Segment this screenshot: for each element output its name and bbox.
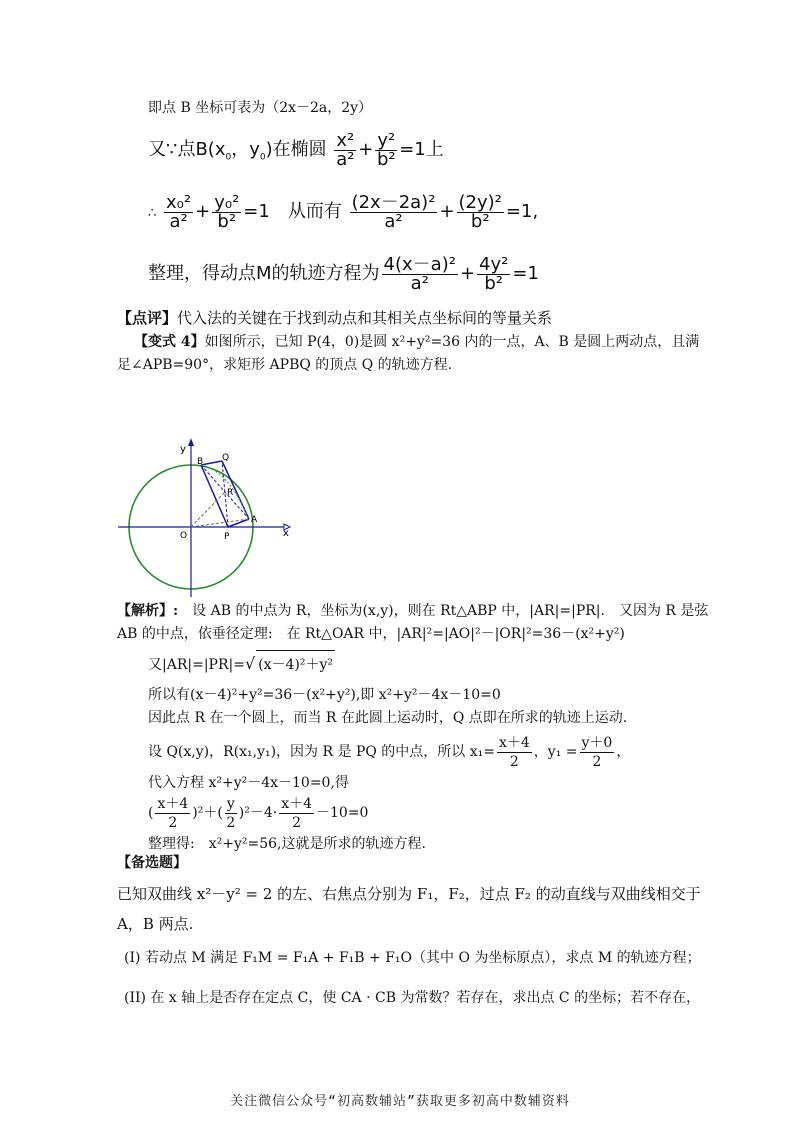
variant-heading: 【变式 4】 <box>134 334 205 350</box>
analysis-line-2: AB 的中点，依垂径定理: 在 Rt△OAR 中，|AR|²=|AO|²－|OR|²=36－(x²+y²) <box>117 626 625 642</box>
subscript: 0 <box>259 152 266 163</box>
label-x: x <box>283 528 289 539</box>
analysis-line-4: 所以有(x－4)²+y²=36－(x²+y²),即 x²+y²－4x－10=0 <box>148 687 501 703</box>
text-segment: =1 从而有 <box>243 201 342 222</box>
analysis-line-8: ( $\frac{x+4}{2}$ )²＋( $\frac{y}{2}$ )²－4· $\frac{x+4}{2}$ －10=0 <box>148 795 369 831</box>
sqrt-content: (x－4)²＋y² <box>256 650 335 679</box>
text-segment: 又∵点B(x <box>148 139 226 160</box>
analysis-line-6 <box>148 732 630 772</box>
label-a: A <box>251 515 258 525</box>
therefore-symbol: ∴ <box>148 206 157 221</box>
fraction: $\frac{\text{(2x－2a)²}}{\text{a²}}$ <box>351 191 436 232</box>
text-segment: 整理，得动点M的轨迹方程为 <box>148 263 380 284</box>
analysis-heading: 【解析】: <box>117 603 179 619</box>
label-q: Q <box>222 453 230 463</box>
text-segment: ，y <box>231 139 260 160</box>
backup-line-1: 已知双曲线 x²－y² = 2 的左、右焦点分别为 F₁，F₂，过点 F₂ 的动直线与双曲线相交于 <box>117 885 701 903</box>
text-segment: =1, <box>505 201 539 222</box>
variant-body: 如图所示，已知 P(4，0)是圆 x²+y²=36 内的一点，A、B 是圆上两动点，且满 <box>204 334 700 350</box>
subscript: 0 <box>225 152 232 163</box>
fraction: $\frac{\text{y²}}{\text{b²}}$ <box>376 129 396 170</box>
text-line-1: 即点 B 坐标可表为（2x－2a，2y） <box>148 100 373 116</box>
text-segment: 设 Q(x,y)，R(x₁,y₁)，因为 R 是 PQ 的中点，所以 x₁= <box>148 744 495 760</box>
fraction: $\frac{x+4}{2}$ <box>498 734 530 770</box>
text-segment: －10=0 <box>316 805 369 821</box>
backup-heading: 【备选题】 <box>117 855 187 871</box>
text-segment: ， <box>616 744 631 760</box>
trajectory-result-line: 整理，得动点M的轨迹方程为 $\frac{\text{4(x－a)²}}{\text{a²}}$ + $\frac{\text{4y²}}{\text{b²}}$ =1 <box>148 253 539 294</box>
label-o: O <box>180 531 188 541</box>
analysis-body: 设 AB 的中点为 R，坐标为(x,y)，则在 Rt△ABP 中，|AR|=|PR|. 又因为 R 是弦 <box>178 603 709 619</box>
fraction: $\frac{x+4}{2}$ <box>157 795 189 831</box>
comment-line <box>117 308 552 328</box>
ellipse-condition-line: 又∵点$B(x_0$，$y_0$)在椭圆 $\frac{\text{x²}}{\text{a²}}$ + $\frac{\text{y²}}{\text{b²}}$ =1上 <box>148 129 444 170</box>
circle-figure <box>118 432 298 602</box>
text-segment: )在椭圆 <box>265 139 327 160</box>
backup-question-1: (I) 若动点 M 满足 F₁M = F₁A + F₁B + F₁O（其中 O 为坐标原点），求点 M 的轨迹方程； <box>124 950 701 966</box>
backup-line-2: A，B 两点. <box>117 915 194 933</box>
analysis-line-3 <box>148 650 335 679</box>
comment-heading: 【点评】 <box>117 309 178 327</box>
label-r: R <box>227 488 234 498</box>
fraction: $\frac{\text{x²}}{\text{a²}}$ <box>336 129 355 170</box>
fraction: $\frac{\text{(2y)²}}{\text{b²}}$ <box>458 191 502 232</box>
footer-note: 关注微信公众号“初高数辅站”获取更多初高中数辅资料 <box>230 1094 570 1109</box>
text-segment: 又|AR|=|PR|= <box>148 657 245 673</box>
comment-body: 代入法的关键在于找到动点和其相关点坐标间的等量关系 <box>177 309 553 327</box>
fraction: $\frac{\text{4y²}}{\text{b²}}$ <box>479 253 509 294</box>
fraction: $\frac{y}{2}$ <box>226 795 236 831</box>
analysis-line-1 <box>117 601 708 621</box>
label-y: y <box>180 444 186 455</box>
text-segment: =1上 <box>399 139 444 160</box>
analysis-line-7: 代入方程 x²+y²－4x－10=0,得 <box>148 775 349 791</box>
analysis-line-9: 整理得: x²+y²=56,这就是所求的轨迹方程. <box>148 836 426 852</box>
segment-bq <box>201 461 222 465</box>
fraction: $\frac{x+4}{2}$ <box>281 795 312 831</box>
sqrt-symbol: √ <box>244 654 256 673</box>
backup-question-2: (II) 在 x 轴上是否存在定点 C，使 CA · CB 为常数？若存在，求出点 C 的坐标；若不存在， <box>124 990 701 1006</box>
analysis-line-5: 因此点 R 在一个圆上，而当 R 在此圆上运动时，Q 点即在所求的轨迹上运动. <box>148 710 628 726</box>
variant-line-1 <box>134 332 699 352</box>
label-p: P <box>224 532 230 542</box>
label-b: B <box>197 457 204 467</box>
substitution-line: ∴ $\frac{\text{x₀²}}{\text{a²}}$ + $\frac{\text{y₀²}}{\text{b²}}$ =1 从而有 $\frac{\text{(2x－2a)²}}{\text{a²}}$ + $\frac{\text{(2y)²}}{\text{b²}}$ =1, <box>148 191 539 232</box>
text-segment: ，y₁ = <box>533 744 578 760</box>
fraction: $\frac{\text{y₀²}}{\text{b²}}$ <box>214 191 240 232</box>
fraction: $\frac{y+0}{2}$ <box>581 734 613 770</box>
y-axis-arrow-icon <box>188 438 194 446</box>
text-segment: =1 <box>512 263 539 284</box>
fraction: $\frac{\text{4(x－a)²}}{\text{a²}}$ <box>383 253 456 294</box>
fraction: $\frac{\text{x₀²}}{\text{a²}}$ <box>166 191 192 232</box>
variant-line-2: 足∠APB=90°，求矩形 APBQ 的顶点 Q 的轨迹方程. <box>117 357 453 373</box>
